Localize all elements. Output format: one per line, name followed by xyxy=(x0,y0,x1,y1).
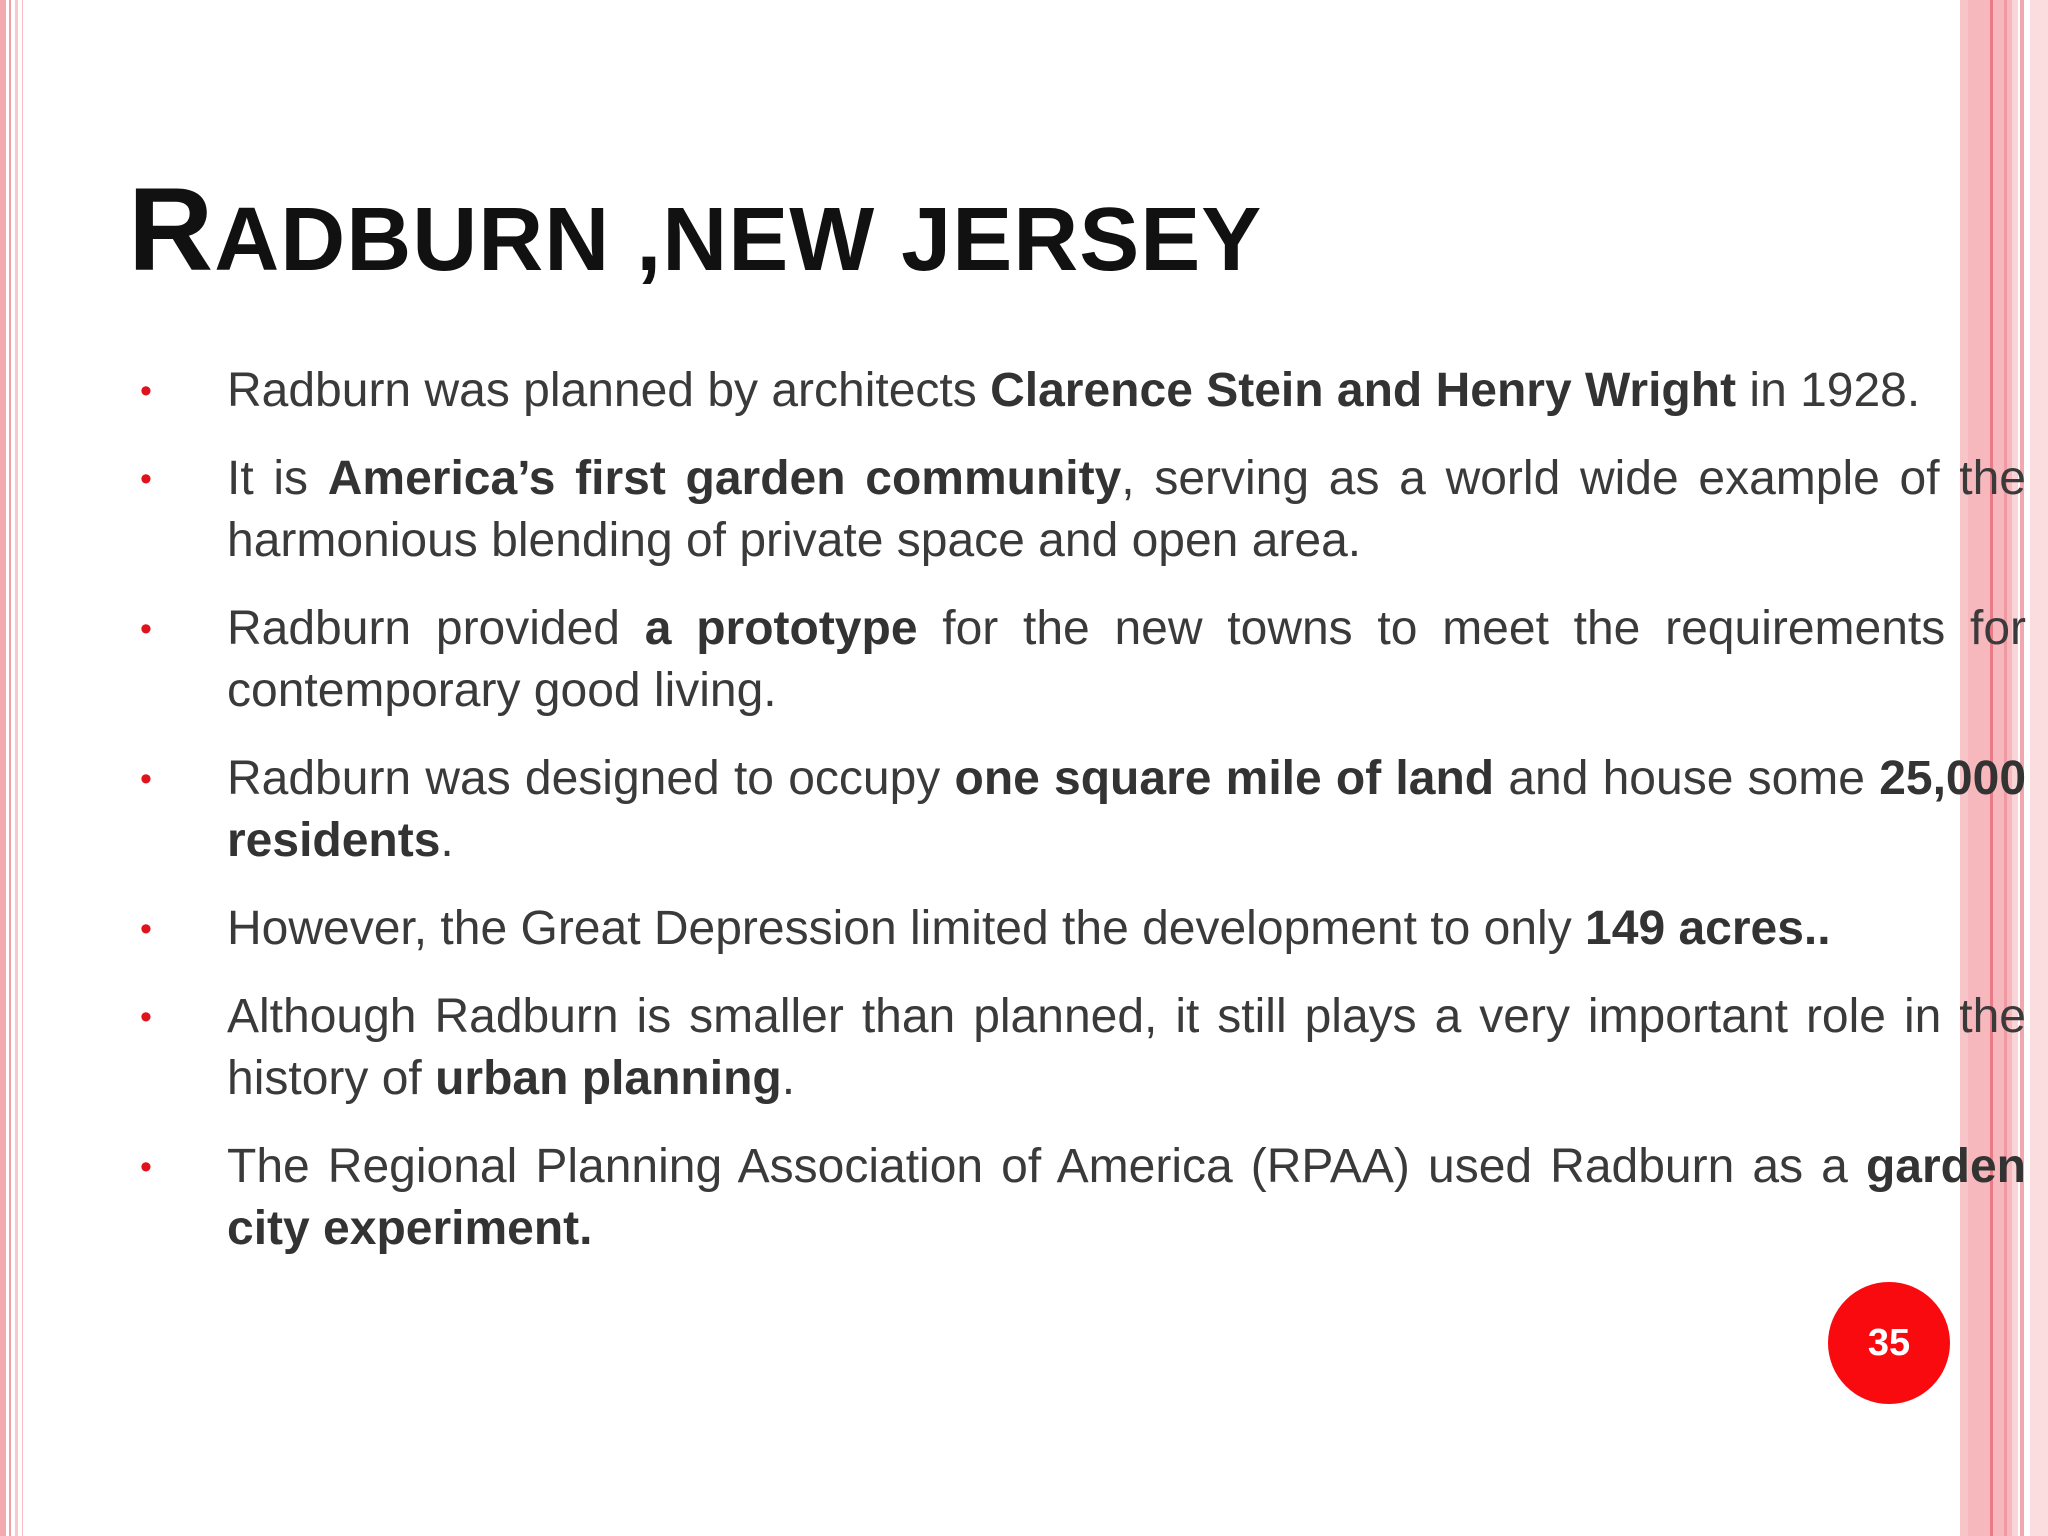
list-item xyxy=(140,898,2026,960)
text-run: in 1928. xyxy=(1736,364,1921,417)
text-run: for the new towns to meet the requirements for contemporary good living. xyxy=(227,602,2027,717)
bold-text-run: garden city experiment. xyxy=(227,1140,2026,1255)
bullet-text xyxy=(227,748,2026,872)
bold-text-run: Clarence Stein and Henry Wright xyxy=(990,364,1737,417)
right-border-stripe xyxy=(2030,0,2048,1536)
bullet-list xyxy=(140,360,2026,1286)
left-border-stripe xyxy=(22,0,23,1536)
bullet-marker: • xyxy=(140,760,152,798)
bullet-text xyxy=(227,448,2026,572)
bold-text-run: one square mile of land xyxy=(954,752,1495,805)
bold-text-run: a prototype xyxy=(644,602,918,655)
bullet-text xyxy=(227,898,2026,960)
bullet-text xyxy=(227,986,2026,1110)
left-border-stripe xyxy=(9,0,11,1536)
text-run: , serving as a world wide example of the harmonious blending of private space and open area. xyxy=(227,452,2026,567)
bullet-marker: • xyxy=(140,1148,152,1186)
left-border-stripe xyxy=(0,0,6,1536)
bold-text-run: 25,000 residents xyxy=(227,752,2027,867)
text-run: Although Radburn is smaller than planned, it still plays a very important role in the history of xyxy=(227,990,2026,1105)
bullet-marker: • xyxy=(140,460,152,498)
bullet-marker: • xyxy=(140,610,152,648)
text-run: Radburn was designed to occupy xyxy=(227,752,955,805)
slide-title-initial: R xyxy=(128,164,215,296)
bullet-marker: • xyxy=(140,910,152,948)
slide-title-rest: ADBURN ,NEW JERSEY xyxy=(214,190,1263,290)
list-item xyxy=(140,448,2026,572)
slide-title xyxy=(128,164,1263,300)
list-item xyxy=(140,986,2026,1110)
text-run: It is xyxy=(227,452,328,505)
bullet-text xyxy=(227,598,2026,722)
bold-text-run: America’s first garden community xyxy=(327,452,1122,505)
list-item xyxy=(140,598,2026,722)
bullet-marker: • xyxy=(140,372,152,410)
bold-text-run: 149 acres.. xyxy=(1585,902,1831,955)
text-run: and house some xyxy=(1494,752,1880,805)
bullet-text xyxy=(227,360,2026,422)
bold-text-run: urban planning xyxy=(435,1052,782,1105)
bullet-marker: • xyxy=(140,998,152,1036)
left-border-stripe xyxy=(15,0,18,1536)
text-run: Radburn provided xyxy=(227,602,645,655)
text-run: Radburn was planned by architects xyxy=(227,364,991,417)
text-run: . xyxy=(781,1052,796,1105)
text-run: The Regional Planning Association of America (RPAA) used Radburn as a xyxy=(227,1140,1866,1193)
bullet-text xyxy=(227,1136,2026,1260)
text-run: . xyxy=(440,814,454,867)
text-run: However, the Great Depression limited the development to only xyxy=(227,902,1586,955)
page-number-badge: 35 xyxy=(1828,1282,1950,1404)
list-item xyxy=(140,360,2026,422)
list-item xyxy=(140,1136,2026,1260)
list-item xyxy=(140,748,2026,872)
